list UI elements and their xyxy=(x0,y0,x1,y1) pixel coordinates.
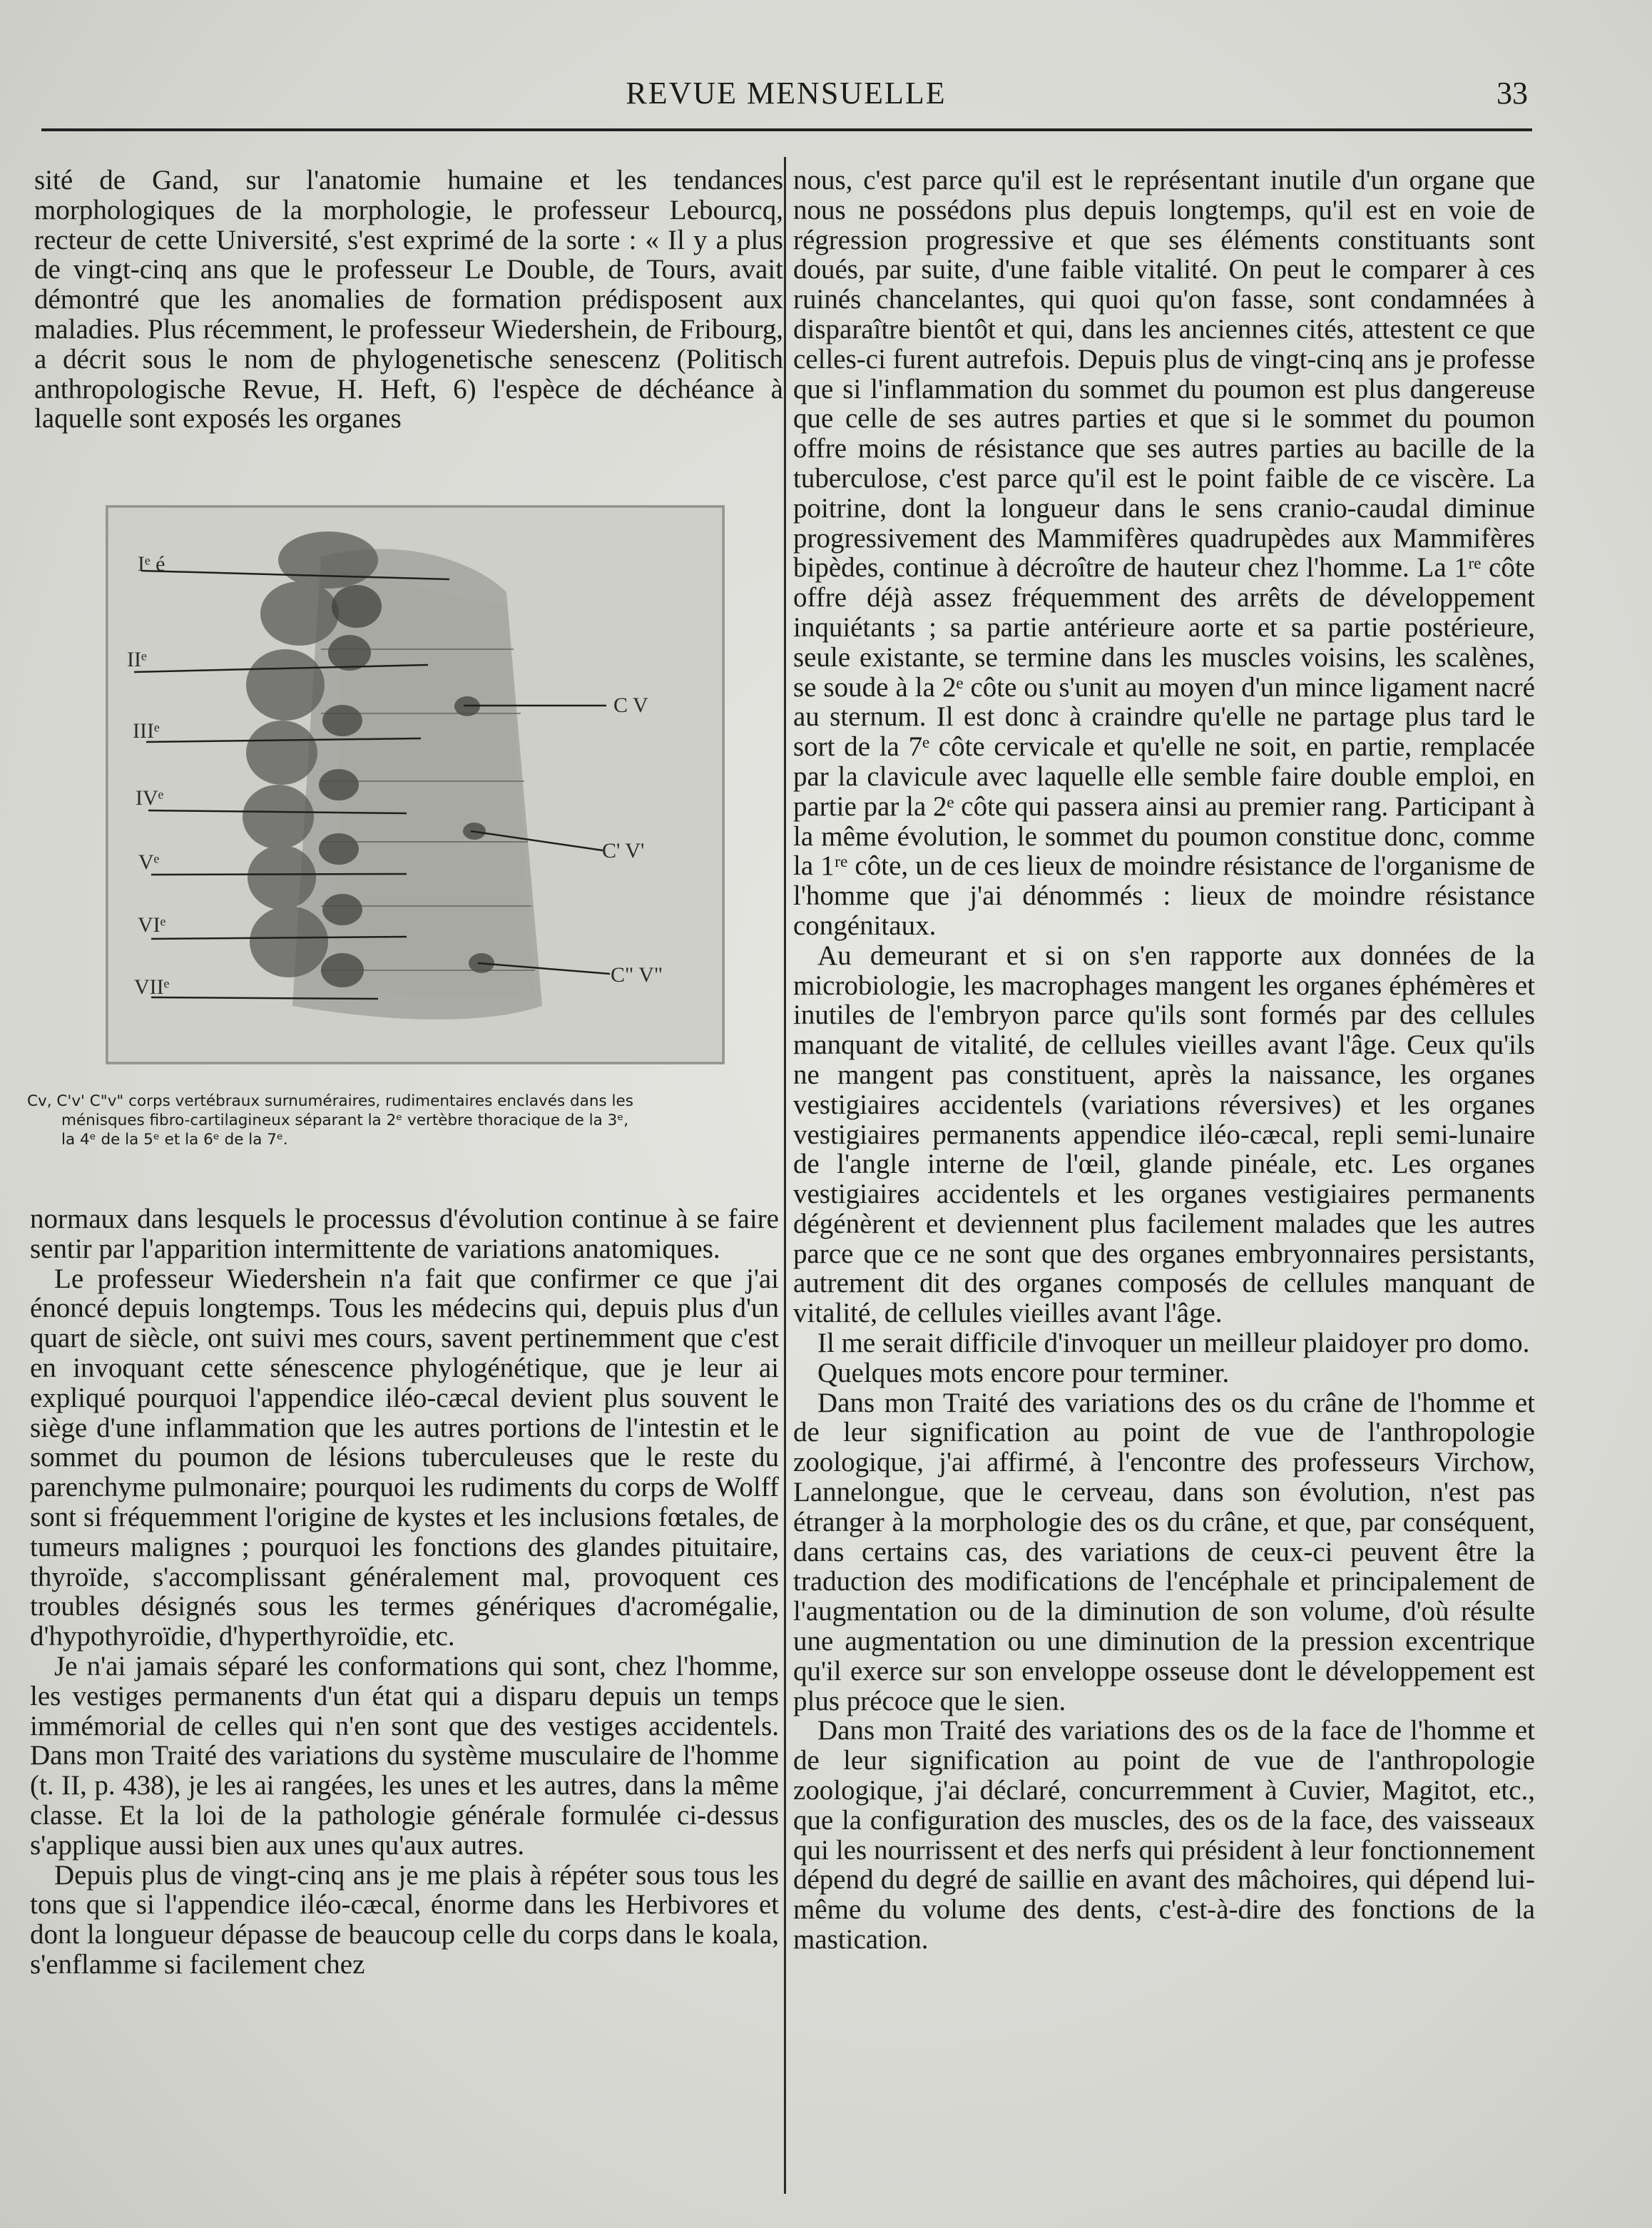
left-column-top xyxy=(34,166,783,434)
right-column xyxy=(793,166,1535,1955)
column-divider xyxy=(784,157,786,2194)
figure-label-left-1: Iᵉ é xyxy=(138,552,165,576)
paragraph: sité de Gand, sur l'anatomie humaine et les tendances morphologiques de la morphologie, le professeur Lebourcq, recteur de cette Université, s'est exprimé de la sorte : « Il y a plus de vingt-cinq ans que le professeur Le Double, de Tours, avait démontré que les anomalies de formation prédisposent aux maladies. Plus récemment, le professeur Wiedershein, de Fribourg, a décrit sous le nom de phylogenetische senescenz (Politisch anthropologische Revue, H. Heft, 6) l'espèce de déchéance à laquelle sont exposés les organes xyxy=(34,165,783,434)
vertebrae-illustration xyxy=(107,507,723,1063)
paragraph: normaux dans lesquels le processus d'évolution continue à se faire sentir par l'apparition intermittente de variations anatomiques. xyxy=(30,1204,779,1264)
page-number: 33 xyxy=(1497,76,1528,111)
figure-label-left-7: VIIᵉ xyxy=(134,975,170,999)
paragraph: Dans mon Traité des variations des os de la face de l'homme et de leur signification au point de vue de l'anthropologie zoologique, j'ai déclaré, concurremment à Cuvier, Magitot, etc., que la configuration des muscles, des os de la face, des vaisseaux qui les nourrissent et des nerfs qui président à leur fonctionnement dépend du degré de saillie en avant des mâchoires, qui dépend lui-même du volume des dents, c'est-à-dire des fonctions de la mastication. xyxy=(793,1715,1535,1955)
page-header xyxy=(44,75,1528,125)
paragraph: Je n'ai jamais séparé les conformations qui sont, chez l'homme, les vestiges permanents d'un état qui a disparu depuis un temps immémorial de celles qui n'en sont que des vestiges accidentels. Dans mon Traité des variations du système musculaire de l'homme (t. II, p. 438), je les ai rangées, les unes et les autres, dans la même classe. Et la loi de la pathologie générale formulée ci-dessus s'applique aussi bien aux unes qu'aux autres. xyxy=(30,1650,779,1861)
caption-line: la 4ᵉ de la 5ᵉ et la 6ᵉ de la 7ᵉ. xyxy=(61,1131,288,1149)
figure-label-right-2: C' V' xyxy=(602,839,645,863)
figure-label-left-6: VIᵉ xyxy=(138,913,166,937)
paragraph: Dans mon Traité des variations des os du crâne de l'homme et de leur signification au point de vue de l'anthropologie zoologique, j'ai affirmé, à l'encontre des professeurs Virchow, Lannelongue, que le cerveau, dans son évolution, n'est pas étranger à la morphologie des os du crâne, et que, par conséquent, dans certains cas, des variations de ceux-ci peuvent être la traduction des modifications de l'encéphale et principalement de l'augmentation ou de la diminution de son volume, d'où résulte une augmentation ou une diminution de la pression excentrique qu'il exerce sur son enveloppe osseuse dont le développement est plus précoce que le sien. xyxy=(793,1387,1535,1716)
paragraph: Au demeurant et si on s'en rapporte aux données de la microbiologie, les macrophages mangent les organes éphémères et inutiles de l'embryon parce qu'ils sont formés par des cellules manquant de vitalité, de cellules vieilles avant l'âge. Ceux qu'ils ne mangent pas constituent, après la naissance, les organes vestigiaires accidentels (variations réversives) et les organes vestigiaires permanents appendice iléo-cæcal, repli semi-lunaire de l'angle interne de l'œil, glande pinéale, etc. Les organes vestigiaires accidentels et les organes vestigiaires permanents dégénèrent et deviennent plus facilement malades que les autres parce que ce ne sont que des organes embryonnaires persistants, autrement dit des organes composés de cellules manquant de vitalité, de cellules vieilles avant l'âge. xyxy=(793,940,1535,1329)
figure-label-left-4: IVᵉ xyxy=(136,786,164,810)
paragraph: nous, c'est parce qu'il est le représentant inutile d'un organe que nous ne possédons plus depuis longtemps, qu'il est en voie de régression progressive et que ses éléments constituants sont doués, par suite, d'une faible vitalité. On peut le comparer à ces ruinés chancelantes, qui quoi qu'on fasse, sont condamnées à disparaître bientôt et qui, dans les anciennes cités, attestent ce que celles-ci furent autrefois. Depuis plus de vingt-cinq ans je professe que si l'inflammation du sommet du poumon est plus dangereuse que celle de ses autres parties et que si le sommet du poumon offre moins de résistance que ses autres parties au bacille de la tuberculose, c'est parce qu'il est le point faible de ce viscère. La poitrine, dont la longueur dans le sens cranio-caudal diminue progressivement des Mammifères quadrupèdes aux Mammifères bipèdes, continue à décroître de hauteur chez l'homme. La 1ʳᵉ côte offre déjà assez fréquemment des arrêts de développement inquiétants ; sa partie antérieure aorte et sa partie postérieure, seule existante, se termine dans les muscles voisins, les scalènes, se soude à la 2ᵉ côte ou s'unit au moyen d'un mince ligament nacré au sternum. Il est donc à craindre qu'elle ne partage plus tard le sort de la 7ᵉ côte cervicale et qu'elle ne soit, en partie, remplacée par la clavicule avec laquelle elle semble faire double emploi, en partie par la 2ᵉ côte qui passera ainsi au premier rang. Participant à la même évolution, le sommet du poumon constitue donc, comme la 1ʳᵉ côte, un de ces lieux de moindre résistance de l'organisme de l'homme que j'ai dénommés : lieux de moindre résistance congénitaux. xyxy=(793,165,1535,941)
figure-label-left-3: IIIᵉ xyxy=(133,719,160,743)
header-rule xyxy=(41,128,1532,131)
figure-label-left-2: IIᵉ xyxy=(127,648,147,671)
paragraph: Le professeur Wiedershein n'a fait que confirmer ce que j'ai énoncé depuis longtemps. Tous les médecins qui, depuis plus d'un quart de siècle, ont suivi mes cours, savent pertinemment que c'est en invoquant cette sénescence phylogénétique, que je leur ai expliqué pourquoi l'appendice iléo-cæcal devient plus souvent le siège d'une inflammation que les autres portions de l'intestin et le sommet du poumon de lésions tuberculeuses que le reste du parenchyme pulmonaire; pourquoi les rudiments du corps de Wolff sont si fréquemment l'origine de kystes et les inclusions fœtales, de tumeurs malignes ; pourquoi les fonctions des glandes pituitaire, thyroïde, s'accomplissant généralement mal, provoquent ces troubles désignés sous les termes génériques d'acromégalie, d'hypothyroïdie, d'hyperthyroïdie, etc. xyxy=(30,1263,779,1652)
figure-label-right-3: C" V" xyxy=(611,963,663,987)
caption-line: ménisques fibro-cartilagineux séparant la 2ᵉ vertèbre thoracique de la 3ᵉ, xyxy=(61,1112,629,1129)
paragraph: Il me serait difficile d'invoquer un meilleur plaidoyer pro domo. xyxy=(817,1328,1530,1359)
caption-line: Cv, C'v' C"v" corps vertébraux surnuméraires, rudimentaires enclavés dans les xyxy=(27,1092,633,1110)
figure-label-left-5: Vᵉ xyxy=(138,850,160,874)
vertebrae-figure xyxy=(106,505,725,1064)
running-title: REVUE MENSUELLE xyxy=(626,76,947,111)
paragraph: Quelques mots encore pour terminer. xyxy=(817,1357,1230,1388)
paragraph: Depuis plus de vingt-cinq ans je me plais à répéter sous tous les tons que si l'appendice iléo-cæcal, énorme dans les Herbivores et dont la longueur dépasse de beaucoup celle du corps dans le koala, s'enflamme si facilement chez xyxy=(30,1859,779,1980)
left-column-bottom xyxy=(30,1204,779,1980)
figure-caption xyxy=(27,1092,762,1149)
figure-label-right-1: C V xyxy=(613,693,648,717)
